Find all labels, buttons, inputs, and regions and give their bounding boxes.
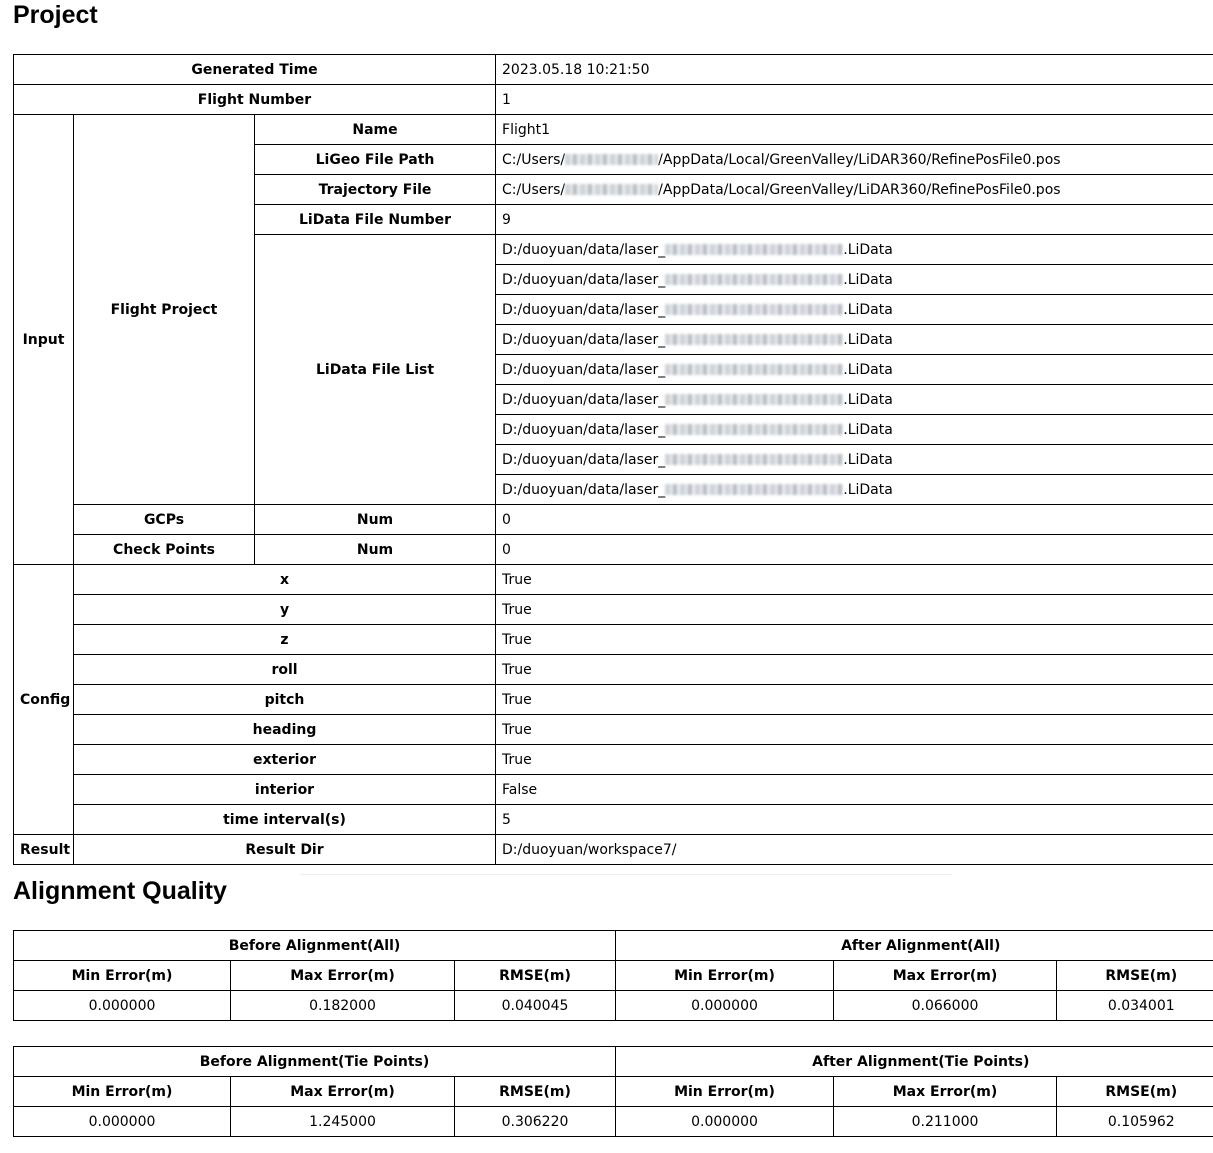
row-config bbox=[14, 805, 1213, 835]
gcps-label: GCPs bbox=[74, 505, 255, 535]
table-column-header-row bbox=[14, 1077, 1213, 1107]
before-max-error: 0.182000 bbox=[231, 991, 455, 1021]
lidata-file-entry bbox=[496, 295, 1213, 325]
gcps-num-label: Num bbox=[255, 505, 496, 535]
alignment-all-table bbox=[13, 930, 1213, 1021]
redacted-filename bbox=[665, 424, 843, 435]
file-suffix: .LiData bbox=[843, 331, 893, 348]
path-prefix: C:/Users/ bbox=[502, 151, 566, 168]
file-prefix: D:/duoyuan/data/laser_ bbox=[502, 301, 666, 318]
config-value: True bbox=[496, 685, 1213, 715]
row-config bbox=[14, 685, 1213, 715]
after-min-error: 0.000000 bbox=[616, 991, 834, 1021]
result-label: Result bbox=[14, 835, 74, 865]
column-header: Min Error(m) bbox=[14, 961, 231, 991]
redacted-filename bbox=[665, 364, 843, 375]
before-alignment-tie-header: Before Alignment(Tie Points) bbox=[14, 1047, 616, 1077]
ligeo-file-path-value bbox=[496, 145, 1213, 175]
lidata-file-entry bbox=[496, 235, 1213, 265]
column-header: Max Error(m) bbox=[231, 1077, 455, 1107]
after-rmse: 0.034001 bbox=[1057, 991, 1213, 1021]
file-suffix: .LiData bbox=[843, 301, 893, 318]
column-header: RMSE(m) bbox=[455, 961, 616, 991]
after-rmse: 0.105962 bbox=[1057, 1107, 1213, 1137]
file-suffix: .LiData bbox=[843, 391, 893, 408]
row-config bbox=[14, 715, 1213, 745]
redacted-username bbox=[565, 154, 658, 165]
path-suffix: /AppData/Local/GreenValley/LiDAR360/RefinePosFile0.pos bbox=[658, 151, 1061, 168]
after-max-error: 0.211000 bbox=[834, 1107, 1057, 1137]
file-prefix: D:/duoyuan/data/laser_ bbox=[502, 481, 666, 498]
config-key: y bbox=[74, 595, 496, 625]
flight-number-value: 1 bbox=[496, 85, 1213, 115]
input-label: Input bbox=[14, 115, 74, 565]
lidata-file-entry bbox=[496, 445, 1213, 475]
redacted-filename bbox=[665, 334, 843, 345]
path-prefix: C:/Users/ bbox=[502, 181, 566, 198]
config-key: interior bbox=[74, 775, 496, 805]
file-prefix: D:/duoyuan/data/laser_ bbox=[502, 331, 666, 348]
trajectory-file-label: Trajectory File bbox=[255, 175, 496, 205]
file-suffix: .LiData bbox=[843, 271, 893, 288]
lidata-file-entry bbox=[496, 265, 1213, 295]
column-header: RMSE(m) bbox=[455, 1077, 616, 1107]
column-header: RMSE(m) bbox=[1057, 1077, 1213, 1107]
lidata-file-entry bbox=[496, 325, 1213, 355]
lidata-file-entry bbox=[496, 385, 1213, 415]
column-header: RMSE(m) bbox=[1057, 961, 1213, 991]
page-title-project: Project bbox=[13, 1, 98, 29]
generated-time-value: 2023.05.18 10:21:50 bbox=[496, 55, 1213, 85]
row-name bbox=[14, 115, 1213, 145]
after-max-error: 0.066000 bbox=[834, 991, 1057, 1021]
alignment-tie-points-table bbox=[13, 1046, 1213, 1137]
config-value: True bbox=[496, 595, 1213, 625]
row-config bbox=[14, 775, 1213, 805]
flight-project-label: Flight Project bbox=[74, 115, 255, 505]
lidata-file-list-label: LiData File List bbox=[255, 235, 496, 505]
config-key: exterior bbox=[74, 745, 496, 775]
redacted-username bbox=[565, 184, 658, 195]
before-min-error: 0.000000 bbox=[14, 991, 231, 1021]
project-table bbox=[13, 54, 1213, 865]
section-title-alignment-quality: Alignment Quality bbox=[13, 877, 227, 905]
column-header: Max Error(m) bbox=[231, 961, 455, 991]
row-config bbox=[14, 625, 1213, 655]
config-key: time interval(s) bbox=[74, 805, 496, 835]
row-flight-number bbox=[14, 85, 1213, 115]
config-label: Config bbox=[14, 565, 74, 835]
result-dir-label: Result Dir bbox=[74, 835, 496, 865]
row-config bbox=[14, 595, 1213, 625]
row-config bbox=[14, 655, 1213, 685]
row-config bbox=[14, 745, 1213, 775]
lidata-file-number-value: 9 bbox=[496, 205, 1213, 235]
config-value: 5 bbox=[496, 805, 1213, 835]
file-suffix: .LiData bbox=[843, 481, 893, 498]
before-max-error: 1.245000 bbox=[231, 1107, 455, 1137]
file-prefix: D:/duoyuan/data/laser_ bbox=[502, 241, 666, 258]
check-points-num-label: Num bbox=[255, 535, 496, 565]
after-min-error: 0.000000 bbox=[616, 1107, 834, 1137]
row-generated-time bbox=[14, 55, 1213, 85]
after-alignment-tie-header: After Alignment(Tie Points) bbox=[616, 1047, 1213, 1077]
lidata-file-entry bbox=[496, 415, 1213, 445]
redacted-filename bbox=[665, 274, 843, 285]
path-suffix: /AppData/Local/GreenValley/LiDAR360/RefinePosFile0.pos bbox=[658, 181, 1061, 198]
lidata-file-number-label: LiData File Number bbox=[255, 205, 496, 235]
lidata-file-entry bbox=[496, 355, 1213, 385]
name-value: Flight1 bbox=[496, 115, 1213, 145]
name-label: Name bbox=[255, 115, 496, 145]
file-suffix: .LiData bbox=[843, 451, 893, 468]
generated-time-label: Generated Time bbox=[14, 55, 496, 85]
before-min-error: 0.000000 bbox=[14, 1107, 231, 1137]
table-row bbox=[14, 1107, 1213, 1137]
trajectory-file-value bbox=[496, 175, 1213, 205]
config-value: True bbox=[496, 655, 1213, 685]
config-value: True bbox=[496, 625, 1213, 655]
config-value: True bbox=[496, 565, 1213, 595]
result-dir-value: D:/duoyuan/workspace7/ bbox=[496, 835, 1213, 865]
column-header: Min Error(m) bbox=[616, 1077, 834, 1107]
column-header: Min Error(m) bbox=[14, 1077, 231, 1107]
config-key: roll bbox=[74, 655, 496, 685]
config-value: True bbox=[496, 715, 1213, 745]
config-key: pitch bbox=[74, 685, 496, 715]
ligeo-file-path-label: LiGeo File Path bbox=[255, 145, 496, 175]
table-group-header-row bbox=[14, 931, 1213, 961]
row-gcps bbox=[14, 505, 1213, 535]
config-value: False bbox=[496, 775, 1213, 805]
column-header: Max Error(m) bbox=[834, 1077, 1057, 1107]
table-row bbox=[14, 991, 1213, 1021]
gcps-num-value: 0 bbox=[496, 505, 1213, 535]
config-key: x bbox=[74, 565, 496, 595]
check-points-num-value: 0 bbox=[496, 535, 1213, 565]
column-header: Min Error(m) bbox=[616, 961, 834, 991]
before-rmse: 0.040045 bbox=[455, 991, 616, 1021]
file-suffix: .LiData bbox=[843, 361, 893, 378]
lidata-file-entry bbox=[496, 475, 1213, 505]
row-check-points bbox=[14, 535, 1213, 565]
file-suffix: .LiData bbox=[843, 241, 893, 258]
file-prefix: D:/duoyuan/data/laser_ bbox=[502, 451, 666, 468]
before-rmse: 0.306220 bbox=[455, 1107, 616, 1137]
table-column-header-row bbox=[14, 961, 1213, 991]
file-prefix: D:/duoyuan/data/laser_ bbox=[502, 361, 666, 378]
table-group-header-row bbox=[14, 1047, 1213, 1077]
row-config bbox=[14, 565, 1213, 595]
config-value: True bbox=[496, 745, 1213, 775]
row-result bbox=[14, 835, 1213, 865]
file-prefix: D:/duoyuan/data/laser_ bbox=[502, 391, 666, 408]
column-header: Max Error(m) bbox=[834, 961, 1057, 991]
redacted-filename bbox=[665, 454, 843, 465]
config-key: heading bbox=[74, 715, 496, 745]
file-suffix: .LiData bbox=[843, 421, 893, 438]
after-alignment-all-header: After Alignment(All) bbox=[616, 931, 1213, 961]
before-alignment-all-header: Before Alignment(All) bbox=[14, 931, 616, 961]
redacted-filename bbox=[665, 304, 843, 315]
file-prefix: D:/duoyuan/data/laser_ bbox=[502, 421, 666, 438]
redacted-filename bbox=[665, 244, 843, 255]
check-points-label: Check Points bbox=[74, 535, 255, 565]
divider bbox=[300, 874, 952, 875]
redacted-filename bbox=[665, 484, 843, 495]
redacted-filename bbox=[665, 394, 843, 405]
config-key: z bbox=[74, 625, 496, 655]
flight-number-label: Flight Number bbox=[14, 85, 496, 115]
file-prefix: D:/duoyuan/data/laser_ bbox=[502, 271, 666, 288]
